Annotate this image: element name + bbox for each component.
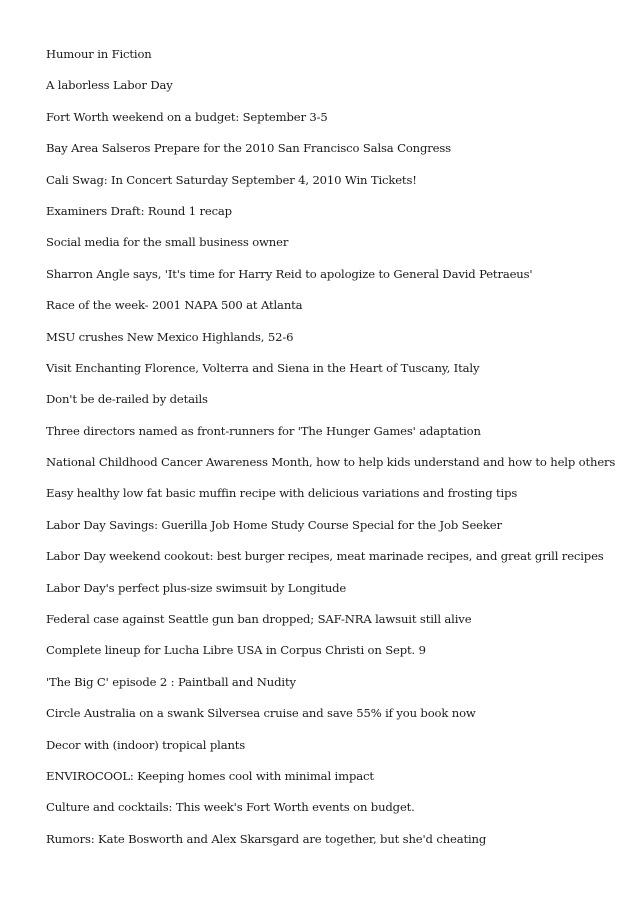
headline-item: Visit Enchanting Florence, Volterra and Siena in the Heart of Tuscany, Italy — [46, 360, 480, 375]
document-page — [46, 47, 626, 863]
headline-item: Decor with (indoor) tropical plants — [46, 737, 246, 752]
headline-item: National Childhood Cancer Awareness Month, how to help kids understand and how to help others — [46, 455, 616, 470]
headline-item: MSU crushes New Mexico Highlands, 52-6 — [46, 329, 294, 344]
headline-item: Sharron Angle says, 'It's time for Harry Reid to apologize to General David Petraeus' — [46, 266, 533, 281]
headline-item: Labor Day's perfect plus-size swimsuit by Longitude — [46, 580, 347, 595]
headline-item: Bay Area Salseros Prepare for the 2010 San Francisco Salsa Congress — [46, 141, 451, 156]
headline-item: Don't be de-railed by details — [46, 392, 208, 407]
headline-item: Rumors: Kate Bosworth and Alex Skarsgard are together, but she'd cheating — [46, 831, 487, 846]
headline-item: A laborless Labor Day — [46, 78, 173, 93]
headline-item: Three directors named as front-runners for 'The Hunger Games' adaptation — [46, 423, 481, 438]
headline-item: Cali Swag: In Concert Saturday September 4, 2010 Win Tickets! — [46, 172, 417, 187]
headline-item: Humour in Fiction — [46, 47, 152, 61]
headline-list — [46, 47, 626, 847]
headline-item: 'The Big C' episode 2 : Paintball and Nudity — [46, 674, 296, 689]
headline-item: Federal case against Seattle gun ban dropped; SAF-NRA lawsuit still alive — [46, 612, 472, 627]
headline-item: Circle Australia on a swank Silversea cruise and save 55% if you book now — [46, 706, 476, 721]
headline-item: Examiners Draft: Round 1 recap — [46, 203, 232, 218]
headline-item: Easy healthy low fat basic muffin recipe with delicious variations and frosting tips — [46, 486, 518, 501]
headline-item: ENVIROCOOL: Keeping homes cool with minimal impact — [46, 768, 374, 783]
headline-item: Culture and cocktails: This week's Fort Worth events on budget. — [46, 800, 415, 815]
headline-item: Race of the week- 2001 NAPA 500 at Atlanta — [46, 298, 303, 313]
headline-item: Labor Day weekend cookout: best burger recipes, meat marinade recipes, and great grill recipes — [46, 549, 604, 564]
headline-item: Complete lineup for Lucha Libre USA in Corpus Christi on Sept. 9 — [46, 643, 426, 658]
headline-item: Social media for the small business owner — [46, 235, 289, 250]
headline-item: Fort Worth weekend on a budget: September 3-5 — [46, 109, 328, 124]
headline-item: Labor Day Savings: Guerilla Job Home Study Course Special for the Job Seeker — [46, 517, 502, 532]
